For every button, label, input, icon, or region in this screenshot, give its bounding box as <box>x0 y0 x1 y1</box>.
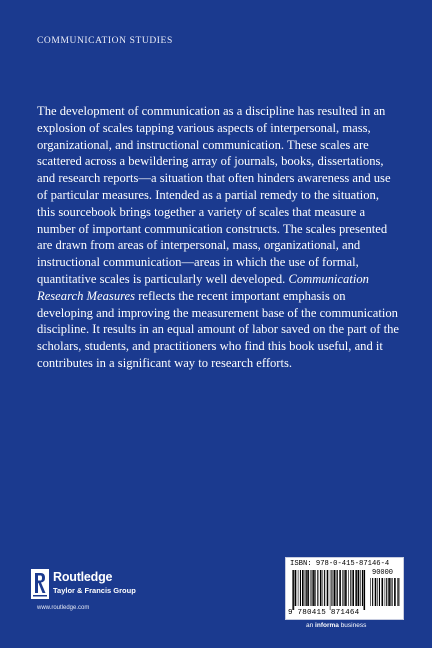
barcode-bar <box>388 578 390 606</box>
barcode-bar <box>336 570 337 606</box>
barcode-bar <box>310 570 311 606</box>
barcode-bar <box>360 570 361 606</box>
routledge-logo-icon <box>31 569 49 599</box>
barcode-bar <box>370 578 371 606</box>
isbn-barcode <box>285 557 404 620</box>
barcode-bar <box>342 570 343 606</box>
barcode-bar <box>358 570 360 606</box>
barcode-bar <box>306 570 307 606</box>
informa-business-tagline: an informa business <box>306 622 367 629</box>
informa-brand: informa <box>315 622 339 629</box>
barcode-bar <box>317 570 318 606</box>
barcode-bar <box>305 570 306 606</box>
barcode-bar <box>350 570 351 606</box>
publisher-name: Routledge <box>53 570 113 584</box>
ean-barcode-bars <box>292 570 366 610</box>
barcode-bar <box>362 570 363 606</box>
barcode-bar <box>313 570 315 606</box>
barcode-bar <box>331 570 332 606</box>
back-cover-blurb <box>37 103 399 372</box>
barcode-bar <box>390 578 391 606</box>
addon-barcode-bars <box>370 578 400 610</box>
book-title: Communication Research Measures <box>37 271 369 303</box>
barcode-bar <box>337 570 338 606</box>
barcode-bar <box>324 570 325 606</box>
barcode-bar <box>293 570 294 610</box>
barcode-bar <box>348 570 349 606</box>
barcode-bar <box>394 578 396 606</box>
barcode-bar <box>292 570 293 610</box>
publisher-block <box>31 569 181 617</box>
barcode-bar <box>320 570 322 606</box>
barcode-bar <box>355 570 356 606</box>
barcode-bar <box>377 578 378 606</box>
publisher-url: www.routledge.com <box>37 605 90 611</box>
barcode-bar <box>323 570 324 606</box>
barcode-bar <box>392 578 393 606</box>
barcode-bar <box>375 578 377 606</box>
barcode-bar <box>364 570 366 610</box>
barcode-bar <box>339 570 341 606</box>
barcode-bar <box>345 570 347 606</box>
barcode-bar <box>298 570 299 606</box>
barcode-addon-digits: 90000 <box>372 569 394 577</box>
barcode-bar <box>312 570 313 606</box>
barcode-bar <box>330 570 331 610</box>
barcode-bar <box>295 570 297 606</box>
barcode-bar <box>344 570 345 606</box>
barcode-bar <box>327 570 329 606</box>
barcode-bar <box>352 570 354 606</box>
barcode-bar <box>356 570 357 606</box>
barcode-bar <box>379 578 380 606</box>
barcode-bar <box>398 578 399 606</box>
barcode-bar <box>397 578 398 606</box>
barcode-bar <box>334 570 336 606</box>
publisher-group: Taylor & Francis Group <box>53 586 136 595</box>
blurb-part-1: The development of communication as a discipline has resulted in an explosion of scales tapping various aspects of interpersonal, mass, organizational, and instructional communication. These scales are scattered across a bewildering array of journals, books, dissertations, and research reports—a situation that often hinders awareness and use of particular measures. Intended as a partial remedy to the situation, this sourcebook brings together a variety of scales that measure a number of important communication constructs. The scales presented are drawn from areas of interpersonal, mass, organizational, and instructional communication—areas in which the use of formal, quantitative scales is particularly well developed. <box>37 104 391 286</box>
blurb-part-2: reflects the recent important emphasis on developing and improving the measurement base of the communication discipline. It results in an equal amount of labor saved on the part of the scholars, students, and practitioners who find this book useful, and it contributes in a significant way to research efforts. <box>37 288 399 370</box>
barcode-bar <box>315 570 316 606</box>
barcode-bar <box>386 578 387 606</box>
barcode-bar <box>382 578 384 606</box>
barcode-bar <box>300 570 301 606</box>
barcode-bar <box>302 570 304 606</box>
barcode-bar <box>372 578 373 606</box>
isbn-label: ISBN: 978-0-415-87146-4 <box>290 560 390 568</box>
barcode-bar <box>385 578 386 606</box>
ean-digits: 9 780415 871464 <box>288 609 360 617</box>
barcode-bar <box>307 570 309 606</box>
series-label: COMMUNICATION STUDIES <box>37 36 173 46</box>
